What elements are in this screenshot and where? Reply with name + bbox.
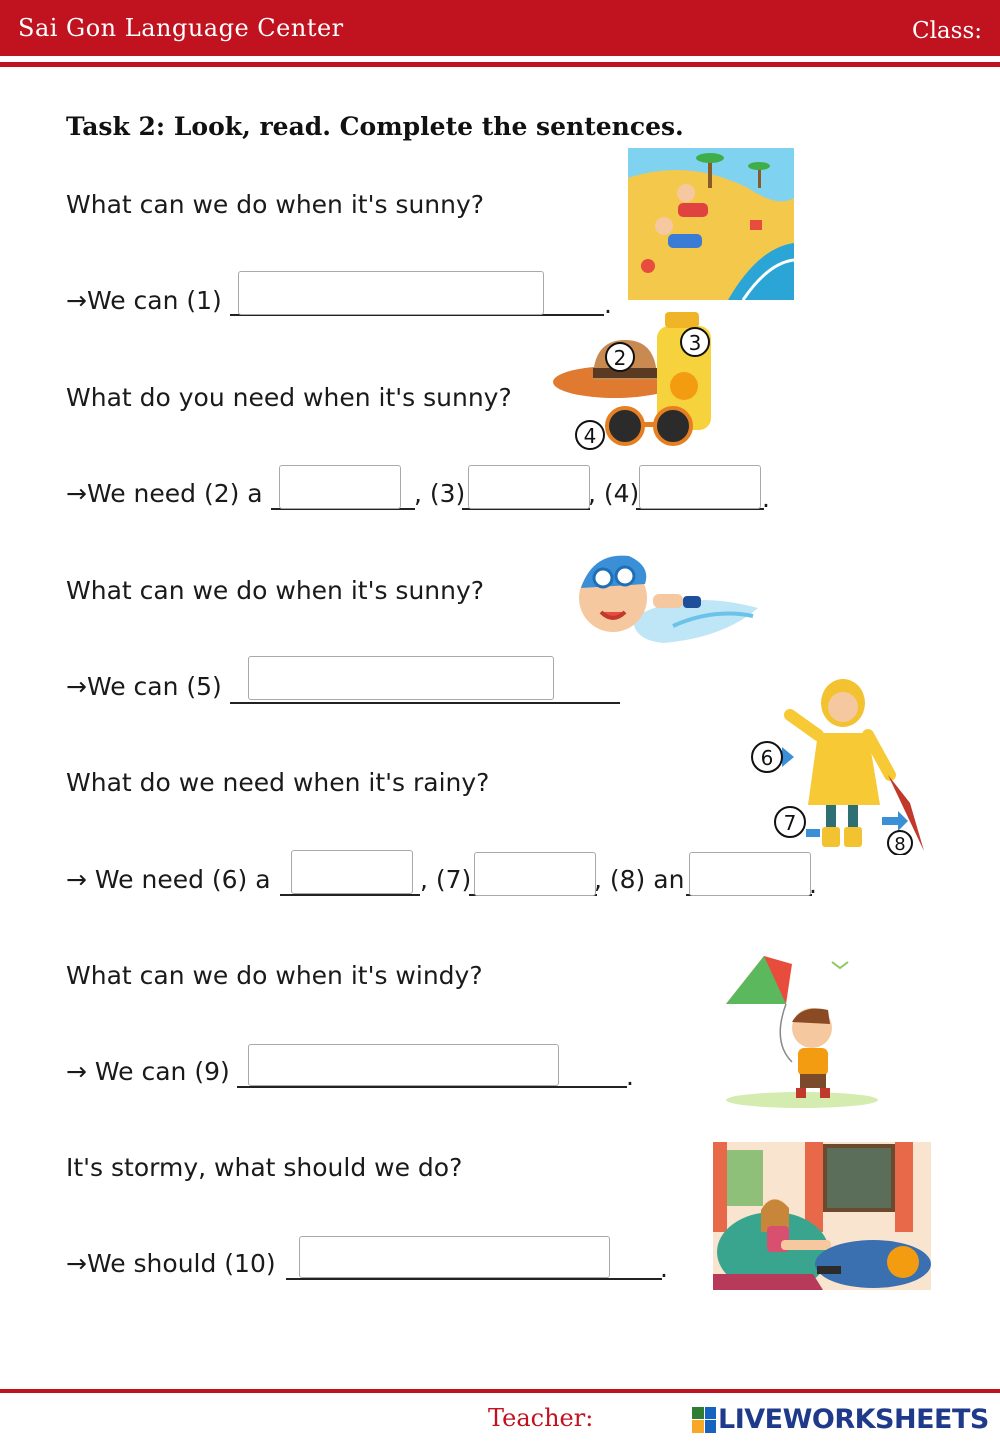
answer-input-10[interactable] xyxy=(299,1236,610,1278)
sun-items-image xyxy=(553,310,718,450)
answer-4-prefix: → We need (6) a xyxy=(66,865,271,894)
answer-4-mid1: , (7) xyxy=(420,865,472,894)
answer-4-suffix: . xyxy=(809,870,817,899)
question-5: What can we do when it's windy? xyxy=(66,961,483,990)
answer-line-9 xyxy=(237,1086,627,1088)
answer-5-suffix: . xyxy=(626,1062,634,1091)
answer-6-prefix: →We should (10) xyxy=(66,1249,276,1278)
answer-2-mid2: , (4) xyxy=(588,479,640,508)
answer-line-5 xyxy=(230,702,620,704)
kite-boy-image xyxy=(722,952,882,1110)
answer-input-1[interactable] xyxy=(238,271,544,315)
answer-input-5[interactable] xyxy=(248,656,554,700)
answer-2-prefix: →We need (2) a xyxy=(66,479,263,508)
marker-6 xyxy=(752,742,782,772)
header-bar xyxy=(0,0,1000,56)
question-1: What can we do when it's sunny? xyxy=(66,190,485,219)
answer-6-suffix: . xyxy=(660,1254,668,1283)
marker-8-label: 8 xyxy=(894,834,906,855)
answer-5-prefix: → We can (9) xyxy=(66,1057,230,1086)
answer-4-mid2: , (8) an xyxy=(594,865,685,894)
marker-7-label: 7 xyxy=(783,811,797,835)
answer-2-suffix: . xyxy=(762,484,770,513)
answer-line-10 xyxy=(286,1278,662,1280)
marker-3 xyxy=(681,328,709,356)
class-label: Class: xyxy=(911,18,982,44)
marker-4 xyxy=(576,421,604,449)
answer-1-suffix: . xyxy=(604,290,612,319)
answer-input-3[interactable] xyxy=(468,465,590,509)
question-6: It's stormy, what should we do? xyxy=(66,1153,463,1182)
marker-2 xyxy=(606,343,634,371)
question-3: What can we do when it's sunny? xyxy=(66,576,485,605)
answer-input-9[interactable] xyxy=(248,1044,559,1086)
answer-input-6[interactable] xyxy=(291,850,413,894)
question-4: What do we need when it's rainy? xyxy=(66,768,490,797)
footer-divider xyxy=(0,1389,1000,1393)
swimming-boy-image xyxy=(573,548,765,658)
answer-2-mid1: , (3) xyxy=(414,479,466,508)
answer-input-2[interactable] xyxy=(279,465,401,509)
liveworksheets-brand[interactable] xyxy=(692,1404,989,1435)
answer-input-7[interactable] xyxy=(474,852,596,896)
marker-7 xyxy=(775,807,805,837)
answer-line-6 xyxy=(280,894,420,896)
answer-1-prefix: →We can (1) xyxy=(66,286,222,315)
teacher-label: Teacher: xyxy=(488,1404,594,1432)
marker-4-label: 4 xyxy=(583,424,597,448)
marker-2-label: 2 xyxy=(613,346,627,370)
answer-3-prefix: →We can (5) xyxy=(66,672,222,701)
liveworksheets-logo-icon xyxy=(692,1407,716,1433)
raincoat-girl-image xyxy=(748,675,930,855)
reading-girl-image xyxy=(713,1142,931,1290)
task-title: Task 2: Look, read. Complete the sentences. xyxy=(66,112,684,141)
brand-name: LIVEWORKSHEETS xyxy=(718,1404,989,1435)
answer-input-8[interactable] xyxy=(689,852,811,896)
marker-6-label: 6 xyxy=(760,746,774,770)
beach-image xyxy=(628,148,794,300)
center-name: Sai Gon Language Center xyxy=(18,14,344,42)
header-divider xyxy=(0,62,1000,67)
answer-input-4[interactable] xyxy=(639,465,761,509)
marker-8 xyxy=(888,831,912,855)
question-2: What do you need when it's sunny? xyxy=(66,383,512,412)
marker-3-label: 3 xyxy=(688,331,702,355)
